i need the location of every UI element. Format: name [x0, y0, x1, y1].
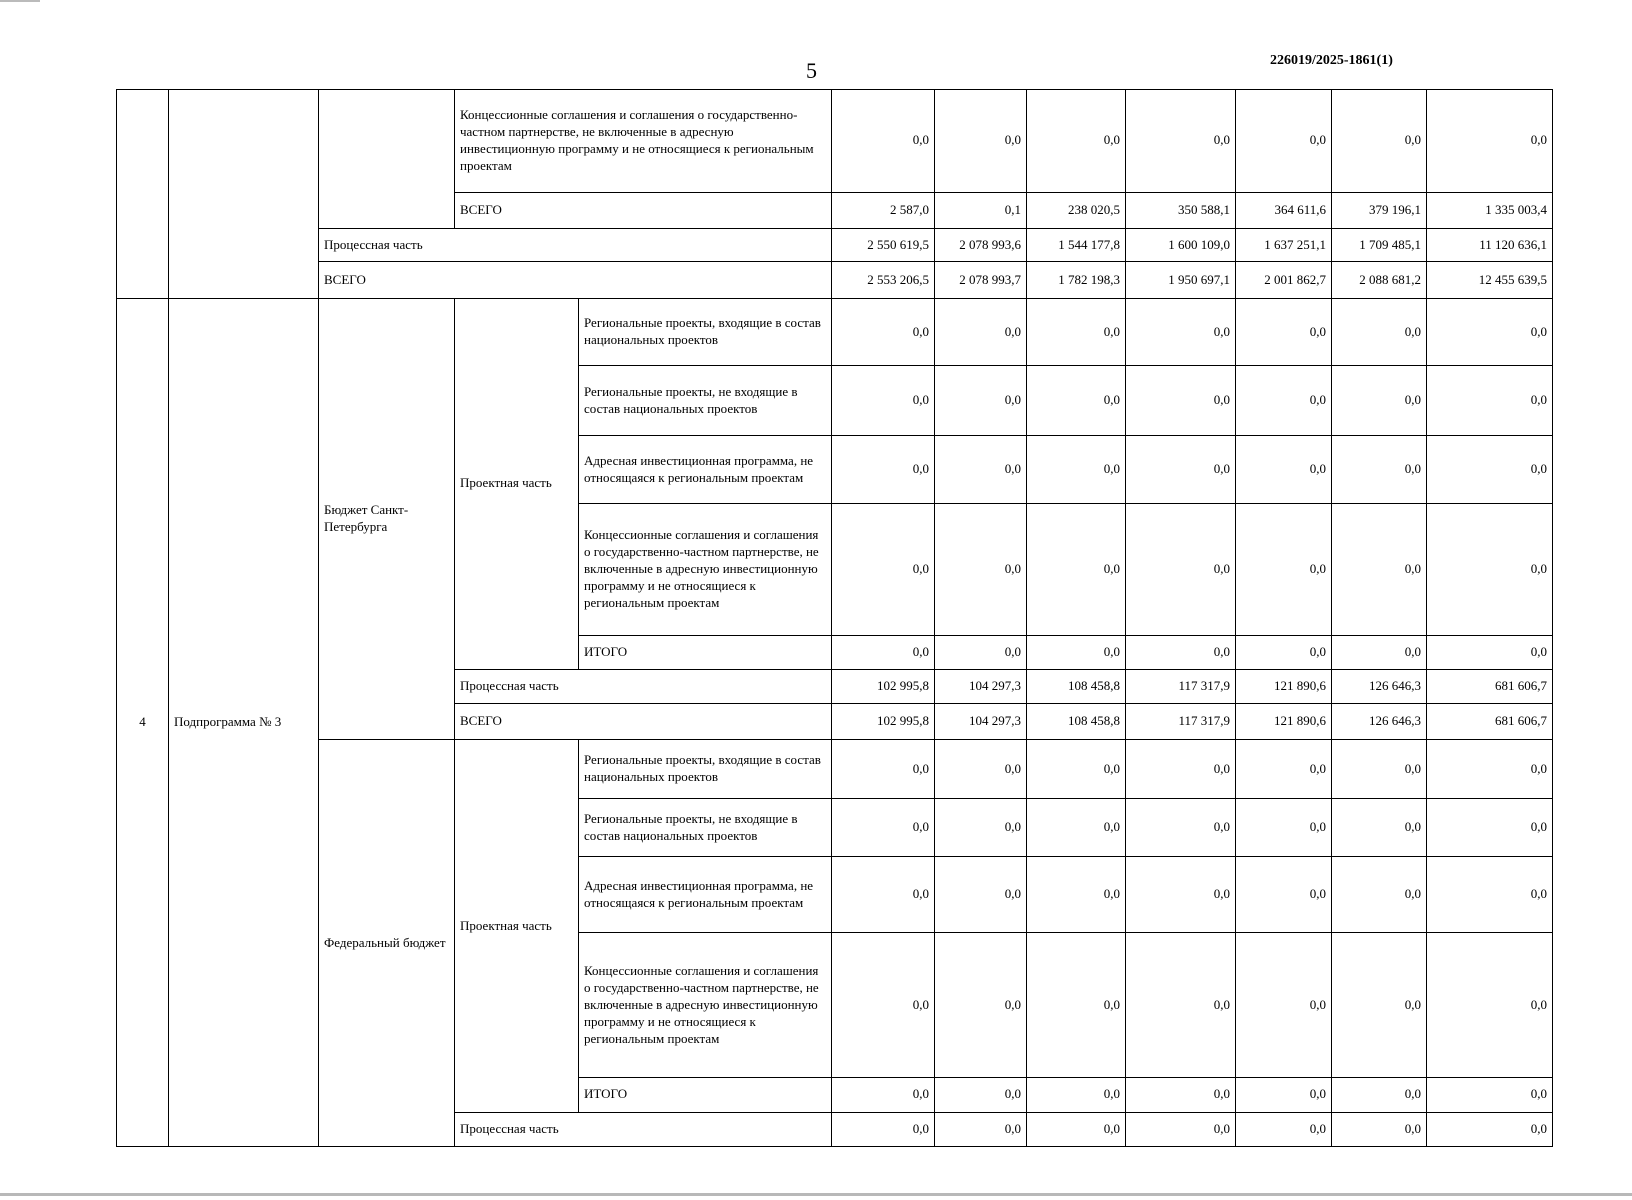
row-number-cell-empty: [117, 90, 169, 299]
value-cell: 0,0: [935, 933, 1027, 1078]
table-row: [117, 229, 1553, 262]
value-cell: 379 196,1: [1332, 192, 1427, 228]
table-row: [117, 90, 1553, 193]
value-cell: 0,0: [1427, 298, 1553, 366]
value-cell: 0,0: [935, 90, 1027, 193]
value-cell: 0,0: [832, 435, 935, 504]
funding-source-federal: Федеральный бюджет: [319, 740, 455, 1147]
value-cell: 0,0: [1236, 366, 1332, 436]
value-cell: 121 890,6: [1236, 704, 1332, 740]
table-row: [117, 298, 1553, 366]
value-cell: 0,0: [1332, 90, 1427, 193]
value-cell: 126 646,3: [1332, 669, 1427, 703]
value-cell: 0,0: [1427, 857, 1553, 933]
value-cell: 2 078 993,6: [935, 229, 1027, 262]
value-cell: 0,0: [1332, 635, 1427, 669]
value-cell: 0,0: [1236, 90, 1332, 193]
value-cell: 0,0: [1236, 298, 1332, 366]
value-cell: 12 455 639,5: [1427, 262, 1553, 298]
value-cell: 0,0: [1332, 798, 1427, 856]
value-cell: 0,0: [1332, 435, 1427, 504]
value-cell: 2 088 681,2: [1332, 262, 1427, 298]
value-cell: 0,0: [1027, 366, 1126, 436]
row-label-regional-out: Региональные проекты, не входящие в состав национальных проектов: [579, 798, 832, 856]
value-cell: 0,0: [1126, 366, 1236, 436]
value-cell: 0,0: [832, 90, 935, 193]
value-cell: 0,0: [1332, 933, 1427, 1078]
value-cell: 0,0: [1027, 1078, 1126, 1112]
value-cell: 0,0: [1332, 366, 1427, 436]
value-cell: 0,0: [935, 635, 1027, 669]
value-cell: 0,0: [1027, 1112, 1126, 1146]
row-label-total: ВСЕГО: [455, 704, 832, 740]
value-cell: 0,0: [832, 635, 935, 669]
value-cell: 0,0: [1027, 857, 1126, 933]
value-cell: 0,0: [832, 1078, 935, 1112]
value-cell: 0,0: [1332, 1078, 1427, 1112]
row-label-aip: Адресная инвестиционная программа, не относящаяся к региональным проектам: [579, 435, 832, 504]
value-cell: 1 637 251,1: [1236, 229, 1332, 262]
value-cell: 117 317,9: [1126, 669, 1236, 703]
row-label-concession: Концессионные соглашения и соглашения о государственно-частном партнерстве, не включенные в адресную инвестиционную программу и не относящиеся к региональным проектам: [579, 933, 832, 1078]
row-label-itogo: ИТОГО: [579, 635, 832, 669]
value-cell: 0,0: [935, 1078, 1027, 1112]
value-cell: 0,0: [935, 435, 1027, 504]
value-cell: 121 890,6: [1236, 669, 1332, 703]
value-cell: 0,0: [935, 298, 1027, 366]
value-cell: 0,0: [832, 504, 935, 635]
value-cell: 1 600 109,0: [1126, 229, 1236, 262]
value-cell: 0,0: [1427, 635, 1553, 669]
value-cell: 0,0: [1236, 933, 1332, 1078]
value-cell: 0,0: [832, 798, 935, 856]
value-cell: 2 587,0: [832, 192, 935, 228]
value-cell: 681 606,7: [1427, 669, 1553, 703]
value-cell: 0,0: [1236, 1078, 1332, 1112]
value-cell: 0,0: [1236, 857, 1332, 933]
value-cell: 0,0: [1427, 366, 1553, 436]
value-cell: 0,0: [935, 740, 1027, 798]
value-cell: 104 297,3: [935, 704, 1027, 740]
project-part-label: Проектная часть: [455, 298, 579, 669]
value-cell: 1 950 697,1: [1126, 262, 1236, 298]
value-cell: 0,0: [1332, 857, 1427, 933]
value-cell: 0,0: [832, 933, 935, 1078]
value-cell: 0,0: [1027, 504, 1126, 635]
row-label-total: ВСЕГО: [455, 192, 832, 228]
value-cell: 0,0: [1427, 1112, 1553, 1146]
value-cell: 0,0: [935, 798, 1027, 856]
row-label-itogo: ИТОГО: [579, 1078, 832, 1112]
value-cell: 0,0: [1027, 635, 1126, 669]
value-cell: 0,0: [1126, 1078, 1236, 1112]
value-cell: 0,0: [1236, 504, 1332, 635]
row-label-aip: Адресная инвестиционная программа, не относящаяся к региональным проектам: [579, 857, 832, 933]
value-cell: 2 078 993,7: [935, 262, 1027, 298]
value-cell: 0,0: [1236, 435, 1332, 504]
scan-edge-line: [0, 1193, 1632, 1196]
row-number: 4: [117, 298, 169, 1146]
value-cell: 0,0: [1126, 435, 1236, 504]
value-cell: 0,0: [1236, 635, 1332, 669]
value-cell: 0,0: [1332, 504, 1427, 635]
project-part-label: Проектная часть: [455, 740, 579, 1112]
value-cell: 102 995,8: [832, 669, 935, 703]
value-cell: 0,0: [1332, 298, 1427, 366]
row-label-regional-in: Региональные проекты, входящие в состав национальных проектов: [579, 740, 832, 798]
value-cell: 0,0: [1126, 298, 1236, 366]
value-cell: 0,0: [1126, 1112, 1236, 1146]
value-cell: 0,0: [935, 1112, 1027, 1146]
value-cell: 0,0: [1236, 740, 1332, 798]
value-cell: 108 458,8: [1027, 704, 1126, 740]
value-cell: 0,0: [1126, 740, 1236, 798]
value-cell: 0,0: [1236, 798, 1332, 856]
subprogram-name: Подпрограмма № 3: [169, 298, 319, 1146]
value-cell: 0,0: [935, 504, 1027, 635]
value-cell: 0,0: [832, 857, 935, 933]
row-label-process: Процессная часть: [455, 669, 832, 703]
value-cell: 1 709 485,1: [1332, 229, 1427, 262]
value-cell: 0,0: [1027, 90, 1126, 193]
value-cell: 108 458,8: [1027, 669, 1126, 703]
value-cell: 0,0: [1427, 90, 1553, 193]
row-label-process: Процессная часть: [319, 229, 832, 262]
value-cell: 1 544 177,8: [1027, 229, 1126, 262]
scan-artifact-line: [0, 0, 40, 2]
value-cell: 0,0: [1236, 1112, 1332, 1146]
value-cell: 0,0: [1427, 1078, 1553, 1112]
value-cell: 0,0: [1027, 798, 1126, 856]
value-cell: 0,0: [1427, 435, 1553, 504]
row-label-concession: Концессионные соглашения и соглашения о государственно-частном партнерстве, не включенные в адресную инвестиционную программу и не относящиеся к региональным проектам: [455, 90, 832, 193]
value-cell: 0,0: [832, 740, 935, 798]
value-cell: 0,0: [1126, 635, 1236, 669]
table-row: [117, 262, 1553, 298]
value-cell: 0,0: [1126, 504, 1236, 635]
value-cell: 126 646,3: [1332, 704, 1427, 740]
value-cell: 1 782 198,3: [1027, 262, 1126, 298]
value-cell: 0,0: [1427, 504, 1553, 635]
value-cell: 0,0: [1027, 933, 1126, 1078]
value-cell: 0,0: [832, 298, 935, 366]
value-cell: 0,0: [1126, 857, 1236, 933]
value-cell: 0,0: [935, 366, 1027, 436]
value-cell: 1 335 003,4: [1427, 192, 1553, 228]
budget-table: [116, 89, 1553, 1147]
value-cell: 102 995,8: [832, 704, 935, 740]
table-row: [117, 740, 1553, 798]
row-label-process: Процессная часть: [455, 1112, 832, 1146]
value-cell: 0,0: [1332, 1112, 1427, 1146]
value-cell: 104 297,3: [935, 669, 1027, 703]
subprogram-cell-empty: [169, 90, 319, 299]
row-label-total: ВСЕГО: [319, 262, 832, 298]
value-cell: 0,0: [1027, 298, 1126, 366]
row-label-regional-in: Региональные проекты, входящие в состав национальных проектов: [579, 298, 832, 366]
value-cell: 2 550 619,5: [832, 229, 935, 262]
value-cell: 0,1: [935, 192, 1027, 228]
value-cell: 0,0: [1126, 933, 1236, 1078]
source-cell-empty: [319, 90, 455, 229]
value-cell: 238 020,5: [1027, 192, 1126, 228]
value-cell: 364 611,6: [1236, 192, 1332, 228]
value-cell: 0,0: [1027, 435, 1126, 504]
value-cell: 681 606,7: [1427, 704, 1553, 740]
value-cell: 0,0: [1427, 798, 1553, 856]
value-cell: 0,0: [1027, 740, 1126, 798]
value-cell: 0,0: [1332, 740, 1427, 798]
value-cell: 0,0: [832, 366, 935, 436]
value-cell: 2 553 206,5: [832, 262, 935, 298]
value-cell: 0,0: [1126, 798, 1236, 856]
value-cell: 11 120 636,1: [1427, 229, 1553, 262]
value-cell: 0,0: [832, 1112, 935, 1146]
value-cell: 350 588,1: [1126, 192, 1236, 228]
value-cell: 0,0: [1126, 90, 1236, 193]
value-cell: 117 317,9: [1126, 704, 1236, 740]
funding-source-spb: Бюджет Санкт-Петербурга: [319, 298, 455, 740]
row-label-concession: Концессионные соглашения и соглашения о государственно-частном партнерстве, не включенные в адресную инвестиционную программу и не относящиеся к региональным проектам: [579, 504, 832, 635]
value-cell: 2 001 862,7: [1236, 262, 1332, 298]
value-cell: 0,0: [935, 857, 1027, 933]
page-number: 5: [806, 58, 817, 83]
row-label-regional-out: Региональные проекты, не входящие в состав национальных проектов: [579, 366, 832, 436]
value-cell: 0,0: [1427, 933, 1553, 1078]
document-id: 226019/2025-1861(1): [1270, 53, 1393, 68]
value-cell: 0,0: [1427, 740, 1553, 798]
